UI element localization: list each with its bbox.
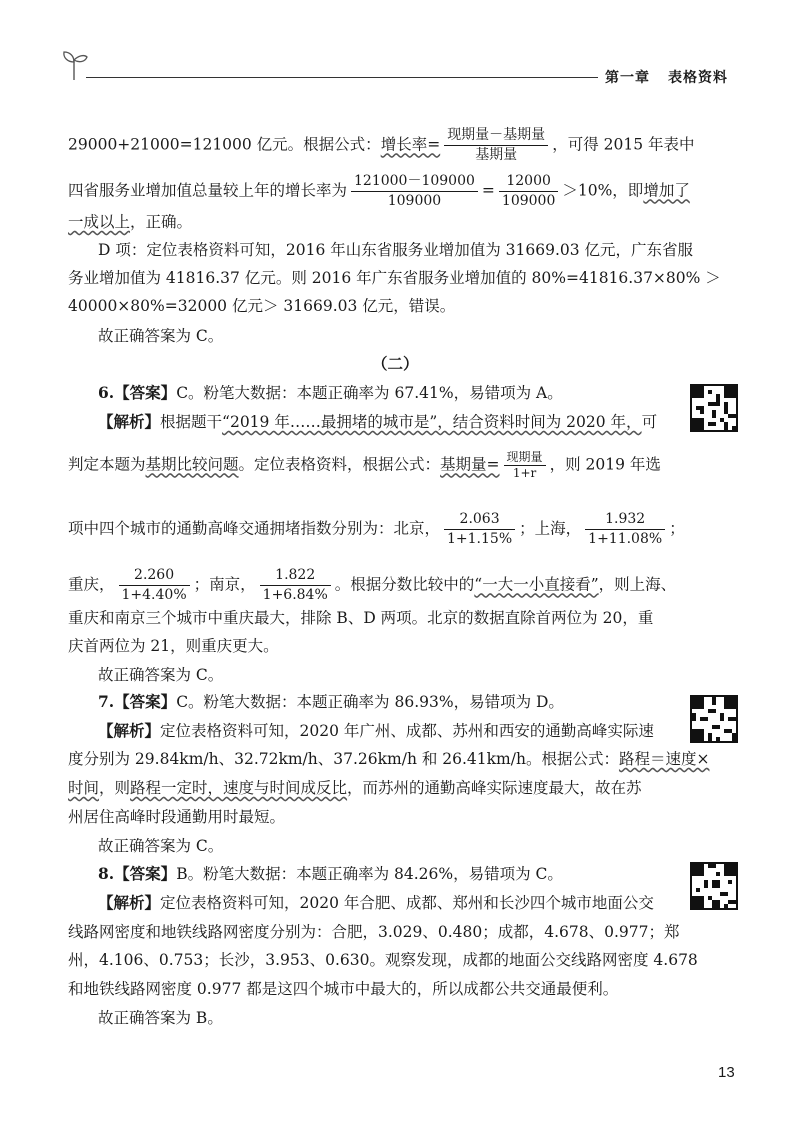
answer-label: 6.【答案】 (98, 383, 177, 402)
fraction-denominator: 基期量 (475, 147, 518, 163)
analysis-label: 【解析】 (98, 893, 161, 912)
text-segment: 定位表格资料可知，2020 年广州、成都、苏州和西安的通勤高峰实际速 (160, 722, 654, 740)
fraction-denominator: 109000 (387, 193, 442, 209)
text-segment: ，可得 2015 年表中 (552, 135, 695, 154)
text-underlined: 一成以上 (68, 213, 131, 231)
text-line (68, 510, 685, 549)
formula-underlined: 时间 (68, 779, 100, 797)
fraction (444, 126, 548, 165)
fraction (504, 450, 546, 481)
chapter-title: 表格资料 (668, 70, 728, 86)
answer-label: 8.【答案】 (98, 864, 177, 883)
text-segment: ；上海， (519, 519, 582, 538)
text-line (68, 172, 690, 211)
fraction-denominator: 109000 (501, 193, 556, 209)
qr-code-icon[interactable] (690, 862, 738, 910)
analysis-label: 【解析】 (98, 412, 161, 431)
formula-underlined: 基期量= (440, 455, 500, 474)
fraction (585, 510, 665, 549)
text-segment: ，正确。 (130, 213, 193, 231)
fraction-numerator: 现期量 (504, 450, 546, 466)
chapter-label: 第一章 (605, 70, 650, 86)
fraction-numerator: 1.822 (260, 566, 331, 586)
text-segment: 定位表格资料可知，2020 年合肥、成都、郑州和长沙四个城市地面公交 (160, 894, 654, 912)
text-line: 故正确答案为 C。 (98, 666, 224, 684)
text-line (98, 381, 563, 405)
fraction-denominator: 1+r (512, 466, 537, 480)
fraction-denominator: 1+1.15% (447, 531, 513, 547)
text-underlined: “一大一小直接看” (474, 575, 599, 594)
fraction-numerator: 12000 (499, 172, 558, 192)
text-segment: ；南京， (193, 575, 256, 594)
text-line: 务业增加值为 41816.37 亿元。则 2016 年广东省服务业增加值的 80%=41816.37×80% ＞ (68, 269, 721, 287)
formula-underlined: 增长率= (380, 135, 441, 154)
text-line (98, 690, 564, 714)
fraction (499, 172, 558, 211)
text-segment: 重庆， (68, 575, 115, 594)
text-segment: C。粉笔大数据：本题正确率为 86.93%，易错项为 D。 (176, 693, 564, 711)
page-number: 13 (718, 1064, 735, 1081)
fraction-numerator: 现期量－基期量 (444, 126, 548, 146)
text-line: 40000×80%=32000 亿元＞ 31669.03 亿元，错误。 (68, 297, 456, 315)
fraction-denominator: 1+11.08% (588, 531, 663, 547)
text-line: 故正确答案为 C。 (98, 327, 224, 345)
text-segment: = (481, 181, 495, 200)
text-segment: 判定本题为 (68, 455, 146, 474)
text-line: 庆首两位为 21，则重庆更大。 (68, 637, 279, 655)
text-segment: ，则上海、 (598, 575, 677, 594)
text-line (98, 862, 563, 886)
analysis-label: 【解析】 (98, 721, 161, 740)
text-segment: 。根据分数比较中的 (334, 575, 475, 594)
text-line: 州居住高峰时段通勤用时最短。 (68, 808, 286, 826)
text-segment: 可 (641, 413, 658, 431)
text-underlined: 增加了 (643, 181, 690, 200)
text-segment: ，则 (99, 779, 131, 797)
text-line: 州，4.106、0.753；长沙，3.953、0.630。观察发现，成都的地面公交线路网密度 4.678 (68, 951, 698, 969)
fraction (119, 566, 190, 605)
text-line: 和地铁线路网密度 0.977 都是这四个城市中最大的，所以成都公共交通最便利。 (68, 980, 619, 998)
text-line (68, 776, 642, 800)
fraction-denominator: 1+4.40% (121, 587, 187, 603)
fraction (260, 566, 331, 605)
answer-label: 7.【答案】 (98, 692, 177, 711)
text-segment: ，则 2019 年选 (549, 455, 661, 474)
text-line (68, 210, 192, 234)
fraction-numerator: 121000－109000 (351, 172, 478, 192)
text-underlined: 路程一定时，速度与时间成反比 (130, 779, 348, 797)
text-segment: ，而苏州的通勤高峰实际速度最大，故在苏 (347, 779, 642, 797)
qr-code-icon[interactable] (690, 384, 738, 432)
section-heading: （二） (372, 354, 419, 373)
text-line (98, 891, 654, 915)
text-underlined: “2019 年……最拥堵的城市是”，结合资料时间为 2020 年， (222, 413, 642, 431)
text-line (68, 747, 709, 771)
text-line (98, 410, 657, 434)
qr-code-icon[interactable] (690, 695, 738, 743)
text-line: 故正确答案为 B。 (98, 1009, 223, 1027)
text-line (68, 450, 661, 481)
formula-underlined: 路程＝速度× (618, 750, 710, 768)
text-line: 重庆和南京三个城市中重庆最大，排除 B、D 两项。北京的数据直除首两位为 20，重 (68, 609, 654, 627)
fraction (351, 172, 478, 211)
text-line (68, 126, 695, 165)
text-line: 线路网密度和地铁线路网密度分别为：合肥，3.029、0.480；成都，4.678、0.977；郑 (68, 923, 680, 941)
text-segment: C。粉笔大数据：本题正确率为 67.41%，易错项为 A。 (176, 384, 563, 402)
text-segment: 度分别为 29.84km/h、32.72km/h、37.26km/h 和 26.41km/h。根据公式： (68, 750, 619, 768)
text-line (98, 719, 654, 743)
text-underlined: 基期比较问题 (145, 455, 239, 474)
text-segment: B。粉笔大数据：本题正确率为 84.26%，易错项为 C。 (176, 865, 563, 883)
text-segment: 29000+21000=121000 亿元。根据公式： (68, 135, 381, 154)
text-segment: 。定位表格资料，根据公式： (238, 455, 441, 474)
text-segment: 四省服务业增加值总量较上年的增长率为 (68, 181, 348, 200)
text-line: 故正确答案为 C。 (98, 837, 224, 855)
fraction-denominator: 1+6.84% (262, 587, 328, 603)
fraction (444, 510, 515, 549)
fraction-numerator: 1.932 (585, 510, 665, 530)
fraction-numerator: 2.063 (444, 510, 515, 530)
text-line: D 项：定位表格资料可知，2016 年山东省服务业增加值为 31669.03 亿元，广东省服 (98, 241, 694, 259)
header-rule (86, 77, 598, 78)
text-line (68, 566, 676, 605)
text-segment: 根据题干 (160, 413, 223, 431)
text-segment: 项中四个城市的通勤高峰交通拥堵指数分别为：北京， (68, 519, 441, 538)
text-segment: ＞10%，即 (562, 181, 644, 200)
text-segment: ； (669, 519, 685, 538)
fraction-numerator: 2.260 (119, 566, 190, 586)
